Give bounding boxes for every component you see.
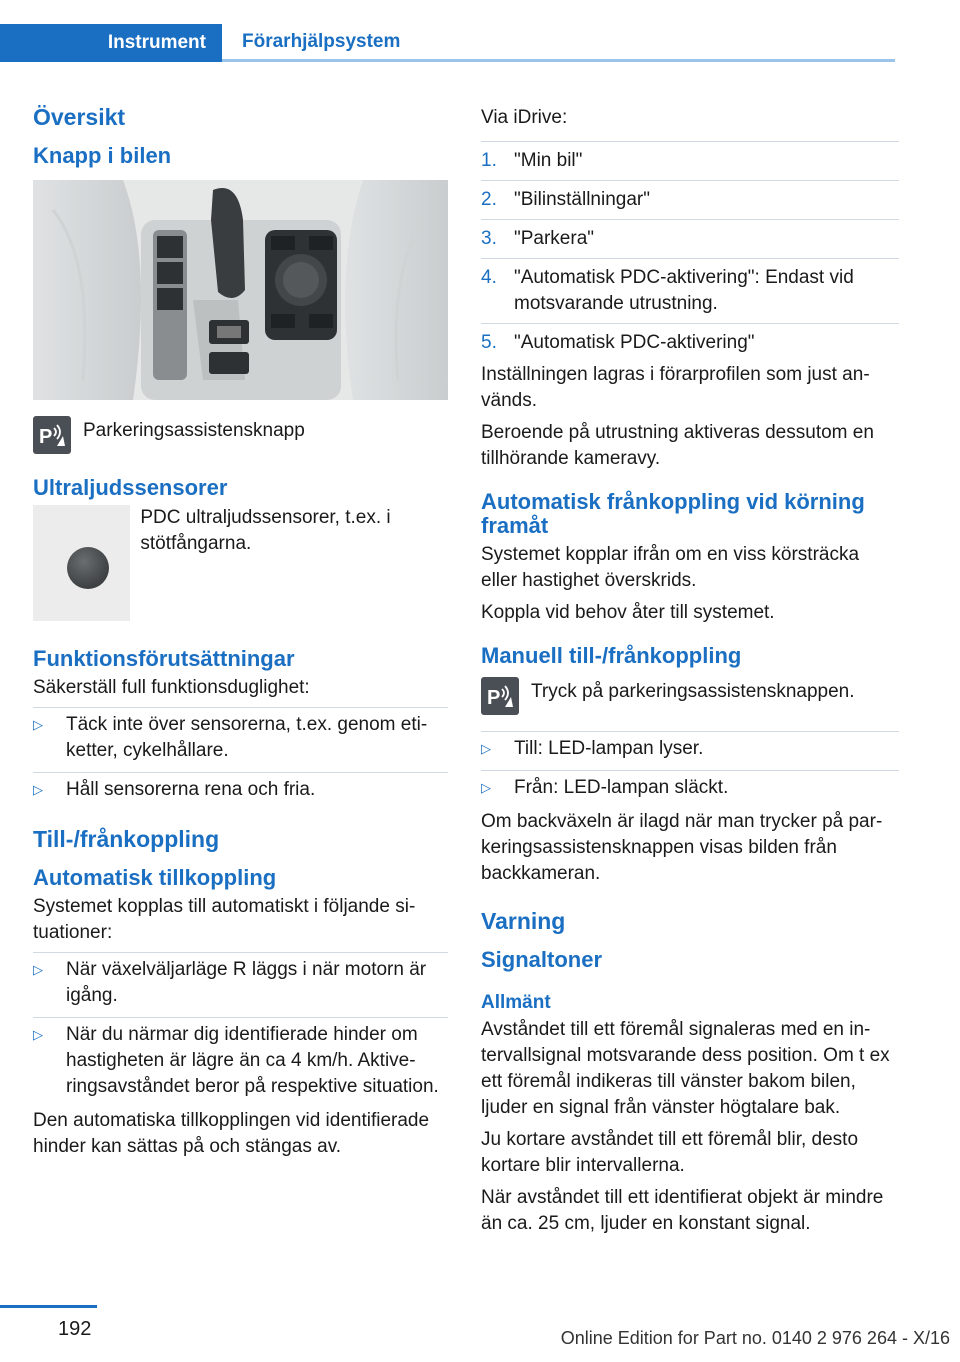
page-number: 192 [58, 1318, 92, 1340]
manuell-bullet: ▷ Till: LED-lampan lyser. [481, 736, 899, 762]
parking-button-caption: Parkeringsassistensknapp [83, 420, 305, 442]
heading-knapp-i-bilen: Knapp i bilen [33, 143, 172, 169]
funk-bullet-text: Täck inte över sensorerna, t.ex. genom etiketter, cykelhållare. [66, 713, 428, 761]
heading-automatisk-tillkoppling: Automatisk tillkoppling [33, 865, 277, 891]
divider [481, 731, 899, 732]
via-idrive: Via iDrive: [481, 107, 568, 128]
tab-forarhjalpsystem[interactable]: Förarhjälpsystem [222, 24, 895, 62]
center-console-illustration [33, 180, 448, 400]
step-number: 5. [481, 332, 497, 353]
auto-bullet-text: När du närmar dig identifierade hinder om hastigheten är lägre än ca 4 km/h. Aktiveringsavståndet beror på respektive situation. [66, 1024, 439, 1098]
sensor-row [33, 505, 448, 621]
heading-oversikt: Översikt [33, 104, 126, 130]
heading-allmant: Allmänt [481, 992, 551, 1014]
step-item [481, 330, 899, 356]
left-column [33, 95, 448, 1166]
divider [33, 772, 448, 773]
step-item [481, 226, 899, 252]
manuell-bullet-text: Till: LED-lampan lyser. [514, 737, 704, 759]
auto-bullet: ▷ När du närmar dig identifierade hinder om hastigheten är lägre än ca 4 km/h. Aktiveringsavståndet beror på respektive situation. [33, 1022, 448, 1100]
step-item [481, 148, 899, 174]
manuell-bullet: ▷ Från: LED-lampan släckt. [481, 775, 899, 801]
parking-assist-icon [481, 677, 519, 715]
heading-funktionsforutsattningar: Funktionsförutsättningar [33, 645, 295, 671]
tab-instrument[interactable]: Instrument [0, 24, 222, 62]
auto-end: Den automatiska tillkopplingen vid identifierade hinder kan sättas på och stängas av. [33, 1110, 430, 1158]
sensor-dot [67, 547, 109, 589]
heading-signaltoner: Signaltoner [481, 946, 603, 972]
step-number: 3. [481, 228, 497, 249]
svg-text:P: P [39, 426, 53, 449]
manuell-bullet-text: Från: LED-lampan släckt. [514, 776, 729, 798]
auto-text: Systemet kopplas till automatiskt i följande situationer: [33, 896, 416, 944]
svg-text:P: P [487, 686, 501, 709]
divider [33, 952, 448, 953]
funk-bullet: ▷ Håll sensorerna rena och fria. [33, 777, 448, 803]
console-photo [33, 180, 448, 400]
parking-assist-icon [33, 416, 71, 454]
divider [481, 258, 899, 259]
divider [33, 1017, 448, 1018]
p-kopplar: Systemet kopplar ifrån om en viss körsträcka eller hastighet överskrids. [481, 544, 860, 592]
heading-till-frankoppling: Till-/frånkoppling [33, 825, 220, 852]
divider [33, 707, 448, 708]
step-item [481, 187, 899, 213]
p-nar: När avståndet till ett identifierat objekt är mindre än ca. 25 cm, ljuder en konstant signal. [481, 1187, 884, 1235]
funk-intro: Säkerställ full funktionsduglighet: [33, 676, 310, 698]
divider [481, 219, 899, 220]
step-text: "Parkera" [514, 228, 595, 249]
manuell-icon-row [481, 677, 899, 715]
step-text: "Automatisk PDC-aktivering" [514, 332, 755, 353]
step-text: "Bilinställningar" [514, 189, 650, 210]
funk-bullet: ▷ Täck inte över sensorerna, t.ex. genom etiketter, cykelhållare. [33, 712, 448, 764]
step-item [481, 265, 899, 317]
ultra-text: PDC ultraljudssensorer, t.ex. i stötfångarna. [140, 506, 391, 554]
p-lagras: Inställningen lagras i förarprofilen som just används. [481, 364, 870, 411]
sensor-photo [33, 505, 130, 621]
heading-ultraljudssensorer: Ultraljudssensorer [33, 475, 228, 501]
parking-button-caption-row [33, 416, 448, 454]
p-backvaxel: Om backväxeln är ilagd när man trycker på parkeringsassistensknappen visas bilden från backkameran. [481, 810, 883, 884]
step-number: 1. [481, 150, 497, 171]
right-column [481, 95, 899, 1243]
footer-edition: Online Edition for Part no. 0140 2 976 264 - X/16 [560, 1328, 950, 1348]
header-tabs [0, 24, 895, 62]
p-avstand: Avståndet till ett föremål signaleras med en intervallsignal motsvarande dess position. Om t ex ett föremål indikeras till vänster bakom bilen, ljuder en signal från vänster högtalare bak. [481, 1019, 890, 1119]
page-number-bar [0, 1305, 97, 1308]
heading-automatisk-frankoppling: Automatisk frånkoppling vid körning framåt [481, 489, 865, 539]
auto-bullet-text: När växelväljarläge R läggs i när motorn är igång. [66, 959, 427, 1007]
divider [481, 323, 899, 324]
funk-bullet-text: Håll sensorerna rena och fria. [66, 778, 316, 800]
step-number: 2. [481, 189, 497, 210]
heading-manuell: Manuell till-/frånkoppling [481, 643, 742, 669]
step-number: 4. [481, 267, 497, 288]
heading-varning: Varning [481, 907, 566, 934]
p-koppla: Koppla vid behov åter till systemet. [481, 602, 775, 624]
p-kortare: Ju kortare avståndet till ett föremål blir, desto kortare blir intervallerna. [481, 1129, 859, 1177]
auto-bullet: ▷ När växelväljarläge R läggs i när motorn är igång. [33, 957, 448, 1009]
manuell-icon-text: Tryck på parkeringsassistensknappen. [531, 680, 855, 702]
divider [481, 180, 899, 181]
divider [481, 141, 899, 142]
p-beroende: Beroende på utrustning aktiveras dessutom en tillhörande kameravy. [481, 422, 874, 469]
step-text: "Min bil" [514, 150, 583, 171]
divider [481, 770, 899, 771]
step-text: "Automatisk PDC-aktivering": Endast vid motsvarande utrustning. [514, 267, 854, 314]
